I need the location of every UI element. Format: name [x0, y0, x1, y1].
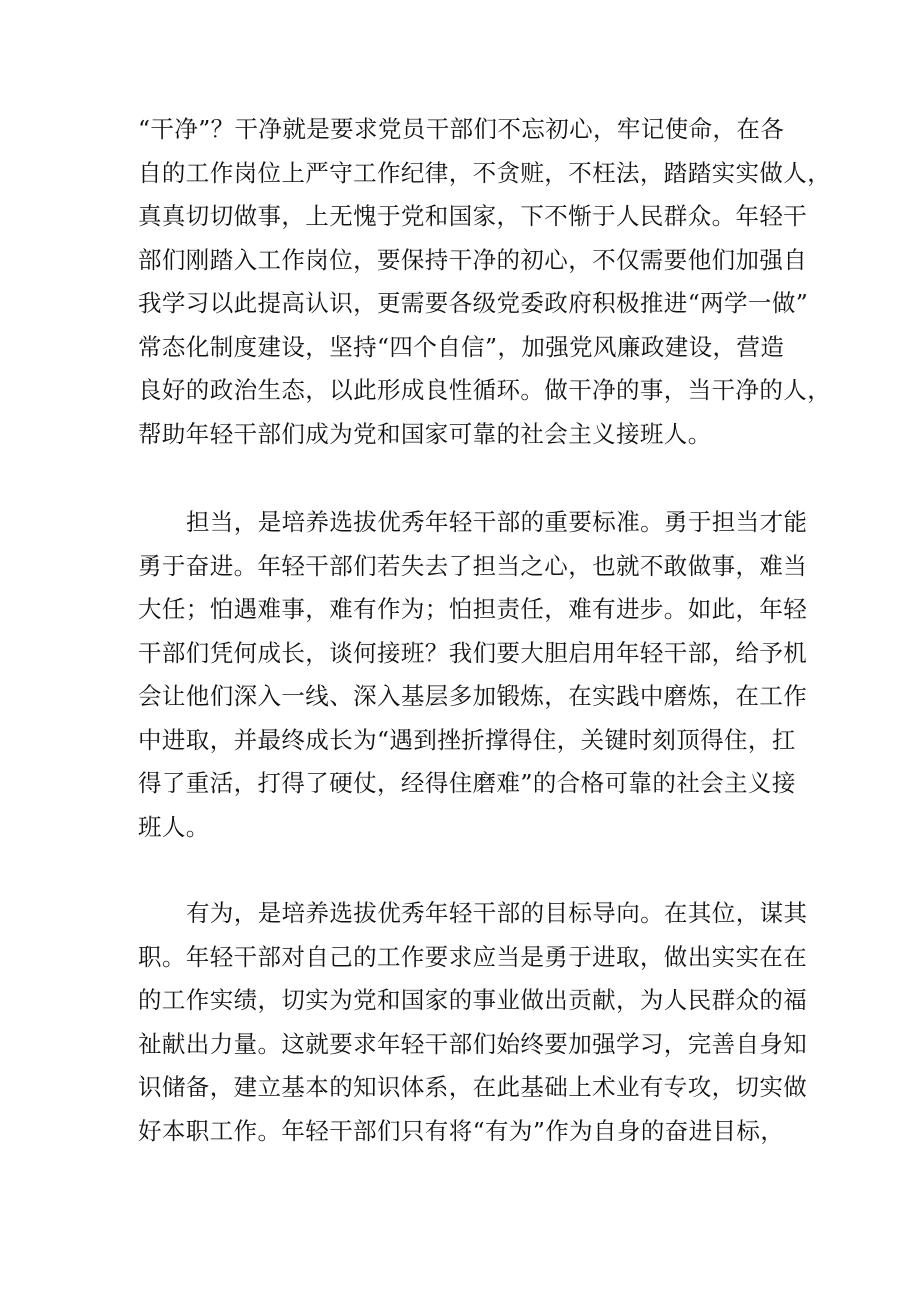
text-line: 我学习以此提高认识，更需要各级党委政府积极推进“两学一做” — [138, 289, 809, 317]
text-line: 部们刚踏入工作岗位，要保持干净的初心，不仅需要他们加强自 — [138, 245, 808, 274]
text-line: 职。年轻干部对自己的工作要求应当是勇于进取，做出实实在在 — [138, 942, 808, 971]
paragraph-responsibility — [138, 501, 808, 849]
text-line: 良好的政治生态，以此形成良性循环。做干净的事，当干净的人， — [138, 376, 832, 404]
text-line: 会让他们深入一线、深入基层多加锻炼，在实践中磨炼，在工作 — [138, 682, 808, 710]
text-line: 得了重活，打得了硬仗，经得住磨难”的合格可靠的社会主义接 — [138, 769, 796, 797]
text-line: 常态化制度建设，坚持“四个自信”，加强党风廉政建设，营造 — [138, 332, 785, 361]
text-line: 大任；怕遇难事，难有作为；怕担责任，难有进步。如此，年轻 — [138, 595, 808, 623]
paragraph-achievement — [138, 892, 808, 1153]
text-line: 有为，是培养选拔优秀年轻干部的目标导向。在其位，谋其 — [186, 899, 808, 927]
text-line: 帮助年轻干部们成为党和国家可靠的社会主义接班人。 — [138, 419, 712, 448]
text-line: 祉献出力量。这就要求年轻干部们始终要加强学习，完善自身知 — [138, 1029, 808, 1058]
text-line: 干部们凭何成长，谈何接班？我们要大胆启用年轻干部，给予机 — [138, 638, 808, 667]
text-line: 自的工作岗位上严守工作纪律，不贪赃，不枉法，踏踏实实做人， — [138, 158, 832, 187]
text-line: 识储备，建立基本的知识体系，在此基础上术业有专攻，切实做 — [138, 1073, 808, 1101]
text-line: 好本职工作。年轻干部们只有将“有为”作为自身的奋进目标， — [138, 1116, 785, 1145]
paragraph-clean — [138, 108, 832, 456]
text-line: 中进取，并最终成长为“遇到挫折撑得住，关键时刻顶得住，扛 — [138, 725, 796, 754]
text-line: “干净”？干净就是要求党员干部们不忘初心，牢记使命，在各 — [138, 115, 785, 143]
text-line: 的工作实绩，切实为党和国家的事业做出贡献，为人民群众的福 — [138, 986, 808, 1014]
text-line: 担当，是培养选拔优秀年轻干部的重要标准。勇于担当才能 — [186, 508, 808, 536]
text-line: 真真切切做事，上无愧于党和国家，下不惭于人民群众。年轻干 — [138, 202, 808, 230]
text-line: 勇于奋进。年轻干部们若失去了担当之心，也就不敢做事，难当 — [138, 551, 808, 580]
text-line: 班人。 — [138, 812, 210, 841]
